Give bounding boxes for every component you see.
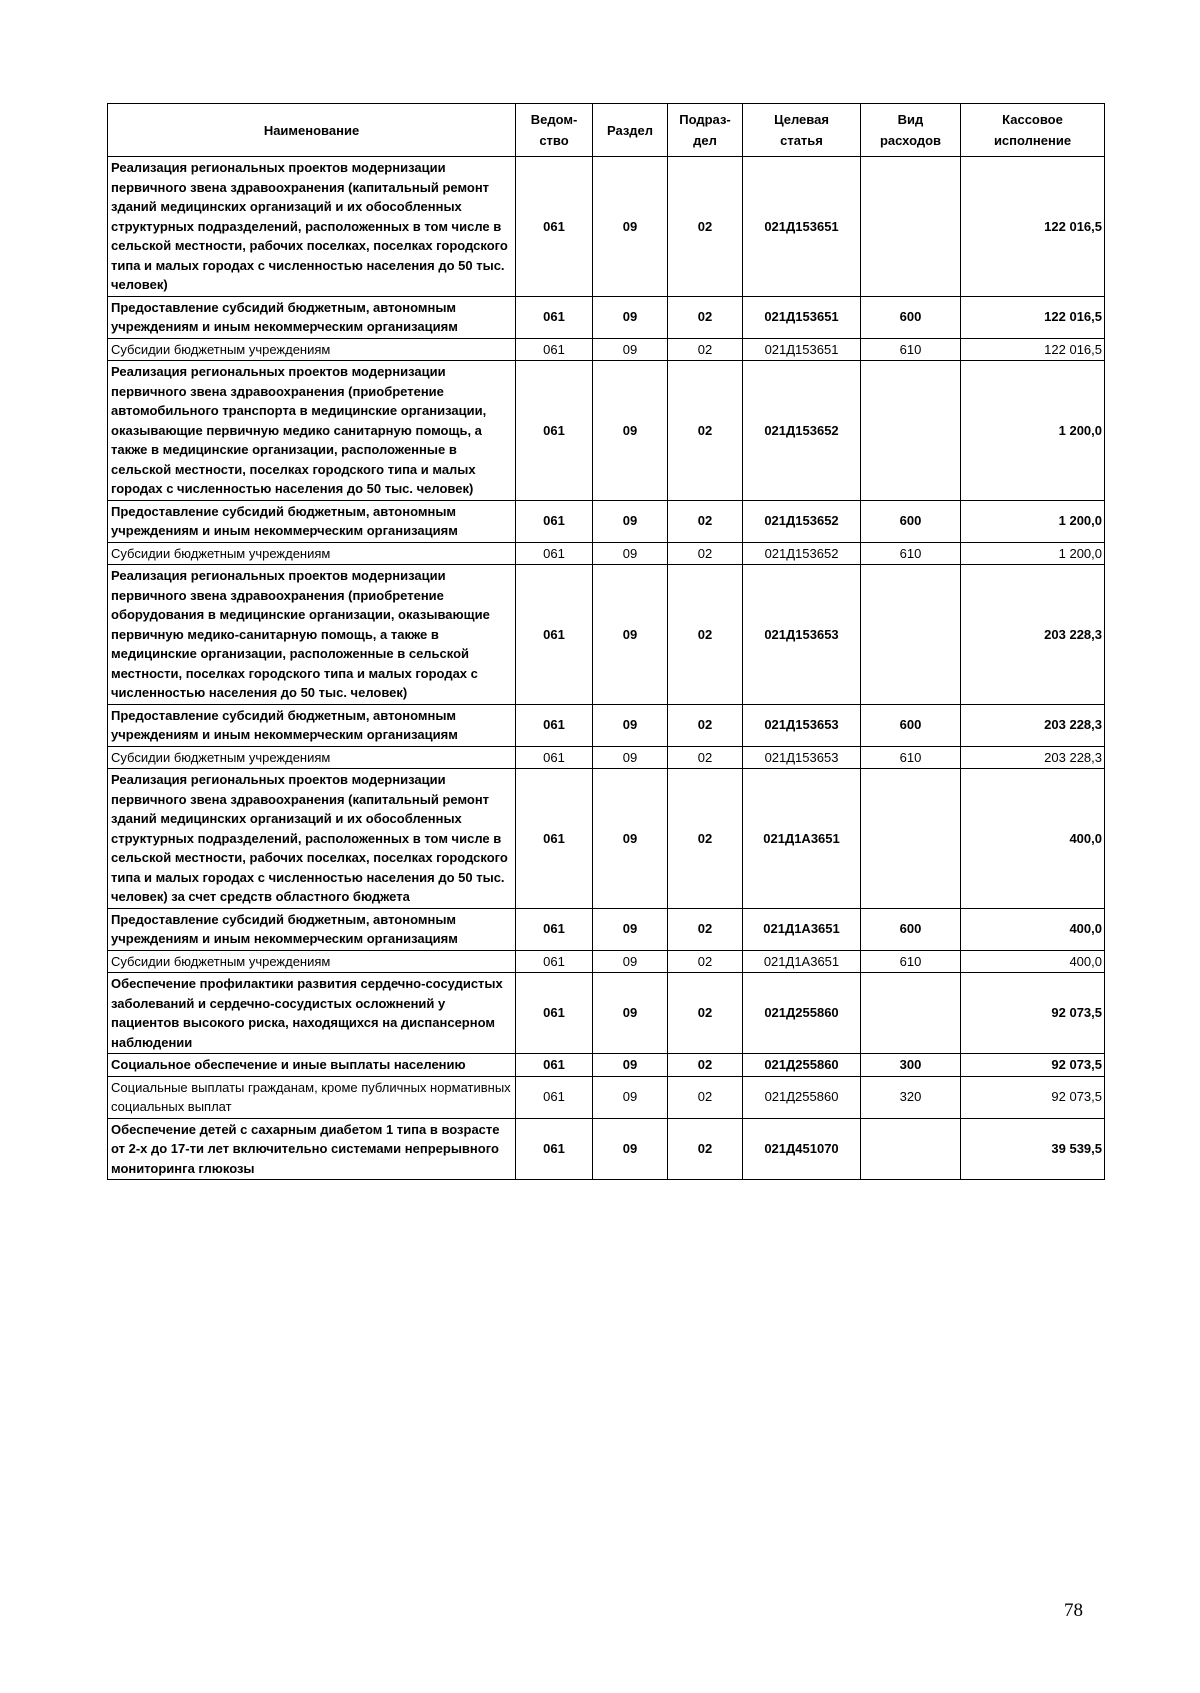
- row-amount-cell: 1 200,0: [961, 500, 1105, 542]
- table-row: [108, 746, 1105, 769]
- row-section-cell: 09: [593, 1054, 668, 1077]
- row-amount-cell: 203 228,3: [961, 565, 1105, 705]
- header-section: Раздел: [593, 104, 668, 157]
- table-row: [108, 296, 1105, 338]
- table-row: [108, 338, 1105, 361]
- row-name-cell: Предоставление субсидий бюджетным, автономным учреждениям и иным некоммерческим организациям: [108, 908, 516, 950]
- row-amount-cell: 122 016,5: [961, 338, 1105, 361]
- row-dept-cell: 061: [516, 361, 593, 501]
- table-row: [108, 908, 1105, 950]
- row-subsection-cell: 02: [668, 1054, 743, 1077]
- row-target-cell: 021Д153651: [743, 338, 861, 361]
- row-subsection-cell: 02: [668, 973, 743, 1054]
- row-section-cell: 09: [593, 769, 668, 909]
- row-target-cell: 021Д153653: [743, 565, 861, 705]
- row-name-cell: Социальное обеспечение и иные выплаты населению: [108, 1054, 516, 1077]
- row-dept-cell: 061: [516, 157, 593, 297]
- row-amount-cell: 400,0: [961, 950, 1105, 973]
- table-row: [108, 361, 1105, 501]
- row-name-cell: Реализация региональных проектов модернизации первичного звена здравоохранения (капитальный ремонт зданий медицинских организаций и их обособленных структурных подразделений, расположенных в том числе в сельской местности, рабочих поселках, поселках городского типа и малых городах с численностью населения до 50 тыс. человек): [108, 157, 516, 297]
- row-dept-cell: 061: [516, 704, 593, 746]
- row-subsection-cell: 02: [668, 565, 743, 705]
- row-name-cell: Предоставление субсидий бюджетным, автономным учреждениям и иным некоммерческим организациям: [108, 296, 516, 338]
- row-section-cell: 09: [593, 542, 668, 565]
- row-target-cell: 021Д1А3651: [743, 950, 861, 973]
- row-section-cell: 09: [593, 1076, 668, 1118]
- row-amount-cell: 92 073,5: [961, 1076, 1105, 1118]
- row-dept-cell: 061: [516, 950, 593, 973]
- row-name-cell: Обеспечение детей с сахарным диабетом 1 типа в возрасте от 2-х до 17-ти лет включительно системами непрерывного мониторинга глюкозы: [108, 1118, 516, 1180]
- row-name-cell: Предоставление субсидий бюджетным, автономным учреждениям и иным некоммерческим организациям: [108, 704, 516, 746]
- row-target-cell: 021Д255860: [743, 973, 861, 1054]
- table-row: [108, 1076, 1105, 1118]
- row-target-cell: 021Д451070: [743, 1118, 861, 1180]
- row-target-cell: 021Д153653: [743, 704, 861, 746]
- row-section-cell: 09: [593, 746, 668, 769]
- row-section-cell: 09: [593, 950, 668, 973]
- budget-execution-table: [107, 103, 1105, 1180]
- row-expense-type-cell: 610: [861, 746, 961, 769]
- row-subsection-cell: 02: [668, 704, 743, 746]
- header-target: Целевая статья: [743, 104, 861, 157]
- row-dept-cell: 061: [516, 565, 593, 705]
- row-target-cell: 021Д1А3651: [743, 908, 861, 950]
- table-row: [108, 1118, 1105, 1180]
- row-dept-cell: 061: [516, 296, 593, 338]
- row-amount-cell: 92 073,5: [961, 1054, 1105, 1077]
- row-name-cell: Реализация региональных проектов модернизации первичного звена здравоохранения (приобретение оборудования в медицинские организации, оказывающие первичную медико-санитарную помощь, а также в медицинские организации, расположенные в сельской местности, поселках городского типа и малых городах с численностью населения до 50 тыс. человек): [108, 565, 516, 705]
- row-subsection-cell: 02: [668, 1118, 743, 1180]
- table-row: [108, 157, 1105, 297]
- row-expense-type-cell: [861, 361, 961, 501]
- row-name-cell: Реализация региональных проектов модернизации первичного звена здравоохранения (приобретение автомобильного транспорта в медицинские организации, оказывающие первичную медико санитарную помощь, а также в медицинские организации, расположенные в сельской местности, поселках городского типа и малых городах с численностью населения до 50 тыс. человек): [108, 361, 516, 501]
- table-row: [108, 500, 1105, 542]
- row-subsection-cell: 02: [668, 950, 743, 973]
- row-dept-cell: 061: [516, 769, 593, 909]
- row-subsection-cell: 02: [668, 157, 743, 297]
- row-dept-cell: 061: [516, 500, 593, 542]
- row-section-cell: 09: [593, 704, 668, 746]
- row-section-cell: 09: [593, 500, 668, 542]
- row-section-cell: 09: [593, 361, 668, 501]
- row-expense-type-cell: [861, 565, 961, 705]
- row-subsection-cell: 02: [668, 500, 743, 542]
- row-target-cell: 021Д255860: [743, 1076, 861, 1118]
- row-expense-type-cell: [861, 157, 961, 297]
- row-dept-cell: 061: [516, 542, 593, 565]
- row-expense-type-cell: [861, 769, 961, 909]
- table-body: [108, 157, 1105, 1180]
- header-expense-type: Вид расходов: [861, 104, 961, 157]
- row-target-cell: 021Д153651: [743, 157, 861, 297]
- row-expense-type-cell: 300: [861, 1054, 961, 1077]
- row-dept-cell: 061: [516, 1076, 593, 1118]
- row-expense-type-cell: 320: [861, 1076, 961, 1118]
- row-amount-cell: 92 073,5: [961, 973, 1105, 1054]
- row-section-cell: 09: [593, 565, 668, 705]
- header-subsection: Подраз- дел: [668, 104, 743, 157]
- table-row: [108, 704, 1105, 746]
- row-target-cell: 021Д1А3651: [743, 769, 861, 909]
- row-dept-cell: 061: [516, 746, 593, 769]
- table-row: [108, 769, 1105, 909]
- row-subsection-cell: 02: [668, 361, 743, 501]
- row-amount-cell: 400,0: [961, 908, 1105, 950]
- row-section-cell: 09: [593, 157, 668, 297]
- row-target-cell: 021Д153652: [743, 361, 861, 501]
- row-subsection-cell: 02: [668, 769, 743, 909]
- row-subsection-cell: 02: [668, 746, 743, 769]
- row-amount-cell: 39 539,5: [961, 1118, 1105, 1180]
- row-expense-type-cell: 600: [861, 908, 961, 950]
- row-dept-cell: 061: [516, 973, 593, 1054]
- row-name-cell: Субсидии бюджетным учреждениям: [108, 950, 516, 973]
- table-row: [108, 565, 1105, 705]
- row-section-cell: 09: [593, 296, 668, 338]
- row-name-cell: Предоставление субсидий бюджетным, автономным учреждениям и иным некоммерческим организациям: [108, 500, 516, 542]
- header-name: Наименование: [108, 104, 516, 157]
- row-subsection-cell: 02: [668, 338, 743, 361]
- table-row: [108, 542, 1105, 565]
- row-expense-type-cell: 610: [861, 338, 961, 361]
- row-dept-cell: 061: [516, 338, 593, 361]
- row-subsection-cell: 02: [668, 908, 743, 950]
- row-subsection-cell: 02: [668, 296, 743, 338]
- table-row: [108, 950, 1105, 973]
- row-amount-cell: 122 016,5: [961, 296, 1105, 338]
- row-amount-cell: 122 016,5: [961, 157, 1105, 297]
- header-dept: Ведом- ство: [516, 104, 593, 157]
- row-amount-cell: 1 200,0: [961, 361, 1105, 501]
- row-name-cell: Реализация региональных проектов модернизации первичного звена здравоохранения (капитальный ремонт зданий медицинских организаций и их обособленных структурных подразделений, расположенных в том числе в сельской местности, рабочих поселках, поселках городского типа и малых городах с численностью населения до 50 тыс. человек) за счет средств областного бюджета: [108, 769, 516, 909]
- row-expense-type-cell: 610: [861, 950, 961, 973]
- row-name-cell: Обеспечение профилактики развития сердечно-сосудистых заболеваний и сердечно-сосудистых осложнений у пациентов высокого риска, находящихся на диспансерном наблюдении: [108, 973, 516, 1054]
- row-expense-type-cell: 600: [861, 296, 961, 338]
- row-name-cell: Субсидии бюджетным учреждениям: [108, 338, 516, 361]
- row-dept-cell: 061: [516, 1118, 593, 1180]
- row-amount-cell: 1 200,0: [961, 542, 1105, 565]
- row-amount-cell: 203 228,3: [961, 746, 1105, 769]
- row-section-cell: 09: [593, 1118, 668, 1180]
- row-subsection-cell: 02: [668, 542, 743, 565]
- row-target-cell: 021Д153653: [743, 746, 861, 769]
- row-name-cell: Социальные выплаты гражданам, кроме публичных нормативных социальных выплат: [108, 1076, 516, 1118]
- row-section-cell: 09: [593, 973, 668, 1054]
- header-execution: Кассовое исполнение: [961, 104, 1105, 157]
- page-number: 78: [1064, 1600, 1083, 1621]
- row-target-cell: 021Д255860: [743, 1054, 861, 1077]
- row-expense-type-cell: 600: [861, 500, 961, 542]
- row-target-cell: 021Д153652: [743, 542, 861, 565]
- row-subsection-cell: 02: [668, 1076, 743, 1118]
- row-dept-cell: 061: [516, 1054, 593, 1077]
- row-name-cell: Субсидии бюджетным учреждениям: [108, 542, 516, 565]
- row-expense-type-cell: 600: [861, 704, 961, 746]
- table-row: [108, 1054, 1105, 1077]
- row-expense-type-cell: 610: [861, 542, 961, 565]
- row-expense-type-cell: [861, 973, 961, 1054]
- row-target-cell: 021Д153651: [743, 296, 861, 338]
- row-name-cell: Субсидии бюджетным учреждениям: [108, 746, 516, 769]
- header-row: [108, 104, 1105, 157]
- row-target-cell: 021Д153652: [743, 500, 861, 542]
- row-amount-cell: 400,0: [961, 769, 1105, 909]
- row-section-cell: 09: [593, 338, 668, 361]
- row-expense-type-cell: [861, 1118, 961, 1180]
- row-section-cell: 09: [593, 908, 668, 950]
- row-amount-cell: 203 228,3: [961, 704, 1105, 746]
- row-dept-cell: 061: [516, 908, 593, 950]
- table-row: [108, 973, 1105, 1054]
